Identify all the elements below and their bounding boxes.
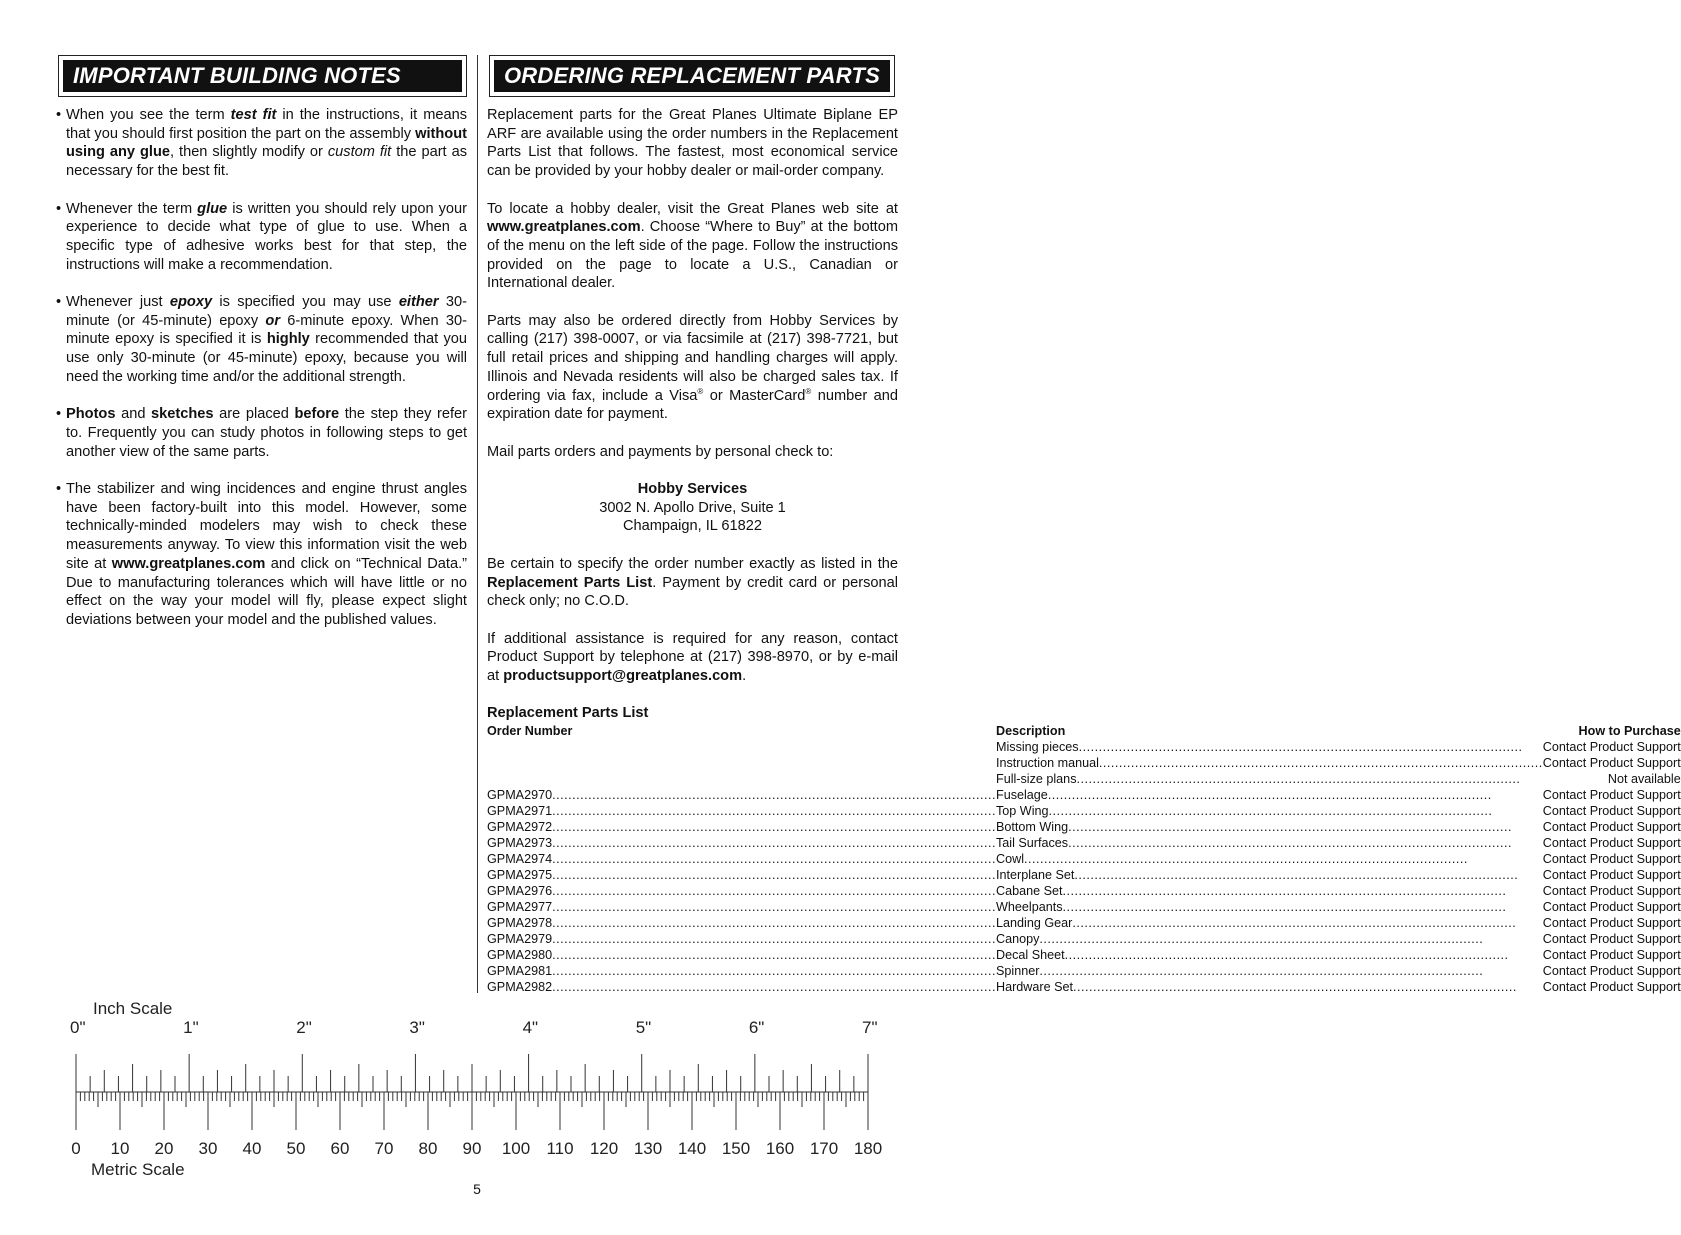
order-number: GPMA2973 xyxy=(487,836,553,851)
part-description: Instruction manual xyxy=(996,756,1099,771)
order-number: GPMA2978 xyxy=(487,916,553,931)
intro-paragraph: Replacement parts for the Great Planes Ultimate Biplane EP ARF are available using the order numbers in the Replacement Parts List that follows. The fastest, most economical service can be provided by your hobby dealer or mail-order company. xyxy=(487,107,898,180)
metric-scale-title: Metric Scale xyxy=(91,1160,185,1179)
metric-label: 50 xyxy=(286,1139,306,1158)
how-to-purchase: Contact Product Support xyxy=(1542,900,1681,915)
order-number: GPMA2970 xyxy=(487,788,553,803)
part-description: Spinner xyxy=(996,964,1040,979)
order-number: GPMA2976 xyxy=(487,884,553,899)
dealer-paragraph: To locate a hobby dealer, visit the Great Planes web site at www.greatplanes.com. Choose “Where to Buy” at the bottom of the menu on the left side of the page. Follow the instructions provided on the page to locate a U.S., Canadian or International dealer. xyxy=(487,200,898,292)
part-description: Cabane Set xyxy=(996,884,1063,899)
table-row xyxy=(487,947,1681,963)
note-test-fit: • When you see the term test fit in the instructions, it means that you should first position the part on the assembly without using any glue, then slightly modify or custom fit the part as necessary for the best fit. xyxy=(58,106,467,181)
ordering-parts-column xyxy=(487,106,1681,995)
part-description: Decal Sheet xyxy=(996,948,1065,963)
table-row xyxy=(487,787,1681,803)
metric-label: 150 xyxy=(721,1139,751,1158)
how-to-purchase: Contact Product Support xyxy=(1542,756,1681,771)
product-support-paragraph: If additional assistance is required for any reason, contact Product Support by telephone at (217) 398-8970, or by e-mail at productsupport@greatplanes.com. xyxy=(487,630,898,684)
table-row xyxy=(487,915,1681,931)
part-description: Bottom Wing xyxy=(996,820,1069,835)
page-number: 5 xyxy=(473,1181,481,1197)
note-incidences: • The stabilizer and wing incidences and engine thrust angles have been factory-built into this model. However, some technically-minded modelers may wish to check these measurements anyway. To view this information visit the web site at www.greatplanes.com and click on “Technical Data.” Due to manufacturing tolerances which will have little or no effect on the way your model will fly, please expect slight deviations between your model and the published values. xyxy=(58,480,467,630)
hobby-services-paragraph: Parts may also be ordered directly from Hobby Services by calling (217) 398-0007, or via facsimile at (217) 398-7721, but full retail prices and shipping and handling charges will apply. Illinois and Nevada residents will also be charged sales tax. If ordering via fax, include a Visa® or MasterCard® number and expiration date for payment. xyxy=(487,312,898,423)
inch-label: 6" xyxy=(748,1018,765,1037)
part-description: Fuselage xyxy=(996,788,1048,803)
how-to-purchase: Contact Product Support xyxy=(1542,964,1681,979)
inch-label: 2" xyxy=(296,1018,312,1037)
part-description: Full-size plans xyxy=(996,772,1077,787)
part-description: Landing Gear xyxy=(996,916,1073,931)
inch-label: 5" xyxy=(635,1018,652,1037)
ordering-parts-title: ORDERING REPLACEMENT PARTS xyxy=(494,60,890,92)
metric-label: 100 xyxy=(501,1139,531,1158)
order-number: GPMA2980 xyxy=(487,948,553,963)
part-description: Tail Surfaces xyxy=(996,836,1069,851)
address-line1: 3002 N. Apollo Drive, Suite 1 xyxy=(599,499,786,516)
order-number: GPMA2981 xyxy=(487,964,553,979)
table-row xyxy=(487,979,1681,995)
table-row xyxy=(487,883,1681,899)
measuring-scale xyxy=(0,995,954,1180)
column-divider xyxy=(477,55,478,993)
col-order-number: Order Number xyxy=(487,724,573,739)
order-number: GPMA2974 xyxy=(487,852,553,867)
metric-label: 20 xyxy=(154,1139,174,1158)
how-to-purchase: Contact Product Support xyxy=(1542,740,1681,755)
how-to-purchase: Contact Product Support xyxy=(1542,948,1681,963)
how-to-purchase: Contact Product Support xyxy=(1542,868,1681,883)
metric-label: 0 xyxy=(71,1139,81,1158)
inch-scale-title: Inch Scale xyxy=(93,999,173,1018)
part-description: Top Wing xyxy=(996,804,1049,819)
table-row xyxy=(487,899,1681,915)
col-how-to-purchase: How to Purchase xyxy=(1578,724,1681,739)
part-description: Interplane Set xyxy=(996,868,1075,883)
order-number: GPMA2972 xyxy=(487,820,553,835)
order-number: GPMA2975 xyxy=(487,868,553,883)
table-row xyxy=(487,739,1681,755)
metric-label: 140 xyxy=(677,1139,707,1158)
metric-label: 130 xyxy=(633,1139,663,1158)
parts-table xyxy=(487,723,1681,995)
table-row xyxy=(487,755,1681,771)
address-line2: Champaign, IL 61822 xyxy=(622,518,762,535)
support-email-link[interactable]: productsupport@greatplanes.com xyxy=(503,668,743,684)
inch-label: 1" xyxy=(183,1018,199,1037)
how-to-purchase: Contact Product Support xyxy=(1542,820,1681,835)
how-to-purchase: Contact Product Support xyxy=(1542,932,1681,947)
metric-label: 30 xyxy=(198,1139,218,1158)
note-glue: • Whenever the term glue is written you should rely upon your experience to decide what type of glue to use. When a specific type of adhesive works best for that step, the instructions will make a recommendation. xyxy=(58,200,467,275)
building-notes-header xyxy=(58,55,467,97)
mail-paragraph: Mail parts orders and payments by personal check to: xyxy=(487,443,834,460)
part-description: Cowl xyxy=(996,852,1024,867)
table-row xyxy=(487,931,1681,947)
inch-label: 4" xyxy=(522,1018,539,1037)
metric-label: 40 xyxy=(242,1139,262,1158)
table-row xyxy=(487,803,1681,819)
metric-label: 170 xyxy=(809,1139,839,1158)
table-row xyxy=(487,963,1681,979)
website-link[interactable]: www.greatplanes.com xyxy=(487,219,641,236)
part-description: Hardware Set xyxy=(996,980,1073,995)
order-number: GPMA2982 xyxy=(487,980,553,995)
ordering-parts-header xyxy=(489,55,895,97)
inch-label: 7" xyxy=(862,1018,878,1037)
how-to-purchase: Contact Product Support xyxy=(1542,804,1681,819)
part-description: Wheelpants xyxy=(996,900,1063,915)
col-description: Description xyxy=(996,724,1066,739)
note-photos: • Photos and sketches are placed before the step they refer to. Frequently you can study photos in following steps to get another view of the same parts. xyxy=(58,405,467,461)
metric-label: 60 xyxy=(330,1139,350,1158)
table-row xyxy=(487,867,1681,883)
table-row xyxy=(487,819,1681,835)
metric-label: 70 xyxy=(374,1139,394,1158)
parts-list-title: Replacement Parts List xyxy=(487,705,649,722)
address-name: Hobby Services xyxy=(637,481,748,497)
metric-label: 10 xyxy=(110,1139,130,1158)
metric-label: 120 xyxy=(589,1139,619,1158)
part-description: Canopy xyxy=(996,932,1040,947)
order-number: GPMA2979 xyxy=(487,932,553,947)
how-to-purchase: Contact Product Support xyxy=(1542,852,1681,867)
metric-label: 160 xyxy=(765,1139,795,1158)
how-to-purchase: Contact Product Support xyxy=(1542,884,1681,899)
table-row xyxy=(487,771,1681,787)
metric-label: 110 xyxy=(546,1139,574,1158)
how-to-purchase: Contact Product Support xyxy=(1542,836,1681,851)
how-to-purchase: Contact Product Support xyxy=(1542,980,1681,995)
order-number: GPMA2977 xyxy=(487,900,553,915)
building-notes-column xyxy=(58,106,467,648)
building-notes-title: IMPORTANT BUILDING NOTES xyxy=(63,60,462,92)
how-to-purchase: Contact Product Support xyxy=(1542,788,1681,803)
table-row xyxy=(487,851,1681,867)
table-row xyxy=(487,835,1681,851)
mailing-address xyxy=(487,480,898,536)
note-epoxy: • Whenever just epoxy is specified you may use either 30-minute (or 45-minute) epoxy or 6-minute epoxy. When 30-minute epoxy is specified it is highly recommended that you use only 30-minute (or 45-minute) epoxy, because you will need the working time and/or the additional strength. xyxy=(58,293,467,387)
website-link[interactable]: www.greatplanes.com xyxy=(111,555,266,572)
metric-label: 80 xyxy=(418,1139,438,1158)
order-number-paragraph: Be certain to specify the order number exactly as listed in the Replacement Parts List. Payment by credit card or personal check only; no C.O.D. xyxy=(487,555,899,610)
inch-label: 3" xyxy=(409,1018,425,1037)
order-number: GPMA2971 xyxy=(487,804,553,819)
part-description: Missing pieces xyxy=(996,740,1079,755)
inch-label: 0" xyxy=(70,1018,86,1037)
metric-label: 90 xyxy=(462,1139,482,1158)
metric-label: 180 xyxy=(853,1139,883,1158)
how-to-purchase: Contact Product Support xyxy=(1542,916,1681,931)
how-to-purchase: Not available xyxy=(1607,772,1681,787)
